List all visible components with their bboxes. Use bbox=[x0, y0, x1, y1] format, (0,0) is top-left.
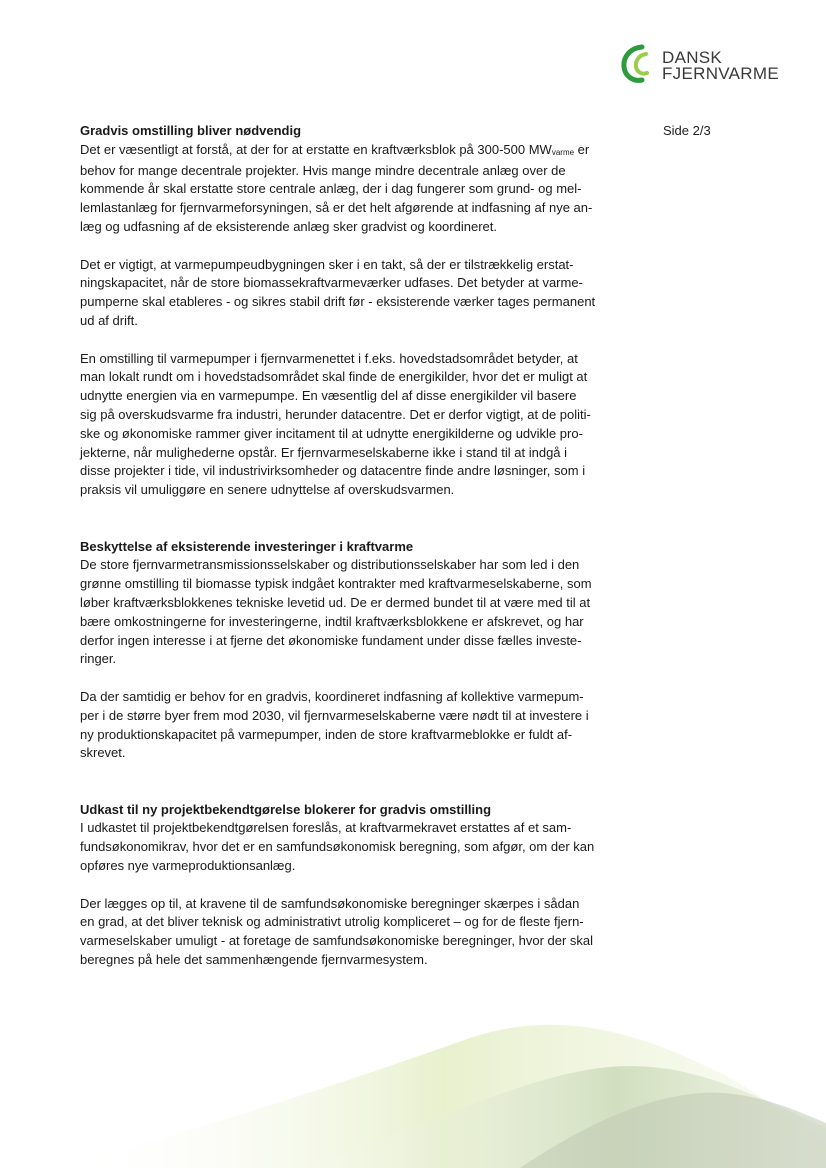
section-heading: Gradvis omstilling bliver nødvendig bbox=[80, 123, 302, 138]
paragraph bbox=[80, 350, 636, 500]
logo-wordmark bbox=[662, 50, 779, 82]
text-line: lemlastanlæg for fjernvarmeforsyningen, så er det helt afgørende at indfasning af nye an- bbox=[80, 200, 593, 216]
logo-mark-icon bbox=[620, 44, 654, 84]
text-line: grønne omstilling til biomasse typisk indgået kontrakter med kraftvarmeselskaberne, som bbox=[80, 576, 592, 592]
text-line: beregnes på hele det sammenhængende fjernvarmesystem. bbox=[80, 952, 428, 968]
text-line: ny produktionskapacitet på varmepumper, inden de store kraftvarmeblokke er fuldt af- bbox=[80, 726, 573, 742]
text-line: ringer. bbox=[80, 651, 117, 667]
text-line: derfor ingen interesse i at fjerne det økonomiske fundament under disse fælles investe- bbox=[80, 632, 582, 648]
logo-line-1: DANSK bbox=[662, 48, 723, 67]
text-line: ske og økonomiske rammer giver incitament til at udnytte energikilderne og udvikle pro- bbox=[80, 425, 583, 441]
decorative-wave-footer bbox=[0, 978, 826, 1168]
subscript: varme bbox=[551, 147, 575, 157]
text-line: man lokalt rundt om i hovedstadsområdet skal finde de energikilder, hvor det er muligt at bbox=[80, 369, 588, 385]
text-line: pumperne skal etableres - og sikres stabil drift før - eksisterende værker tages permanent bbox=[80, 294, 596, 310]
text-line: behov for mange decentrale projekter. Hvis mange mindre decentrale anlæg over de bbox=[80, 162, 566, 178]
text-line: Da der samtidig er behov for en gradvis, koordineret indfasning af kollektive varmepum- bbox=[80, 688, 584, 704]
text-line: jekterne, når mulighederne opstår. Er fjernvarmeselskaberne ikke i stand til at indgå i bbox=[80, 444, 568, 460]
text-line: sig på overskudsvarme fra industri, herunder datacentre. Det er derfor vigtigt, at de politi- bbox=[80, 406, 591, 422]
section-heading: Beskyttelse af eksisterende investeringer i kraftvarme bbox=[80, 538, 414, 554]
text-line: læg og udfasning af de eksisterende anlæg sker gradvist og koordineret. bbox=[80, 218, 497, 234]
text-line: De store fjernvarmetransmissionsselskaber og distributionsselskaber har som led i den bbox=[80, 557, 580, 573]
text-line: per i de større byer frem mod 2030, vil fjernvarmeselskaberne være nødt til at investere i bbox=[80, 707, 589, 723]
text-line: varmeselskaber umuligt - at foretage de samfundsøkonomiske beregninger, hvor der skal bbox=[80, 933, 594, 949]
logo bbox=[620, 44, 800, 88]
paragraph bbox=[80, 256, 636, 331]
text-line: løber kraftværksblokkenes tekniske levetid ud. De er dermed bundet til at være med til at bbox=[80, 594, 591, 610]
text-line: er bbox=[574, 141, 590, 157]
section-heading: Udkast til ny projektbekendtgørelse blokerer for gradvis omstilling bbox=[80, 801, 492, 817]
text-line: bære omkostningerne for investeringerne, indtil kraftværksblokkene er afskrevet, og har bbox=[80, 613, 584, 629]
text-line: En omstilling til varmepumper i fjernvarmenettet i f.eks. hovedstadsområdet betyder, at bbox=[80, 350, 578, 366]
paragraph bbox=[80, 819, 636, 875]
text-line: fundsøkonomikrav, hvor det er en samfundsøkonomisk beregning, som afgør, om der kan bbox=[80, 839, 595, 855]
text-line: kommende år skal erstatte store centrale anlæg, der i dag fungerer som grund- og mel- bbox=[80, 181, 582, 197]
text-line: opføres nye varmeproduktionsanlæg. bbox=[80, 858, 296, 874]
text-line: ud af drift. bbox=[80, 312, 138, 328]
text-line: praksis vil umuliggøre en senere udnyttelse af overskudsvarmen. bbox=[80, 482, 455, 498]
paragraph bbox=[80, 556, 636, 669]
logo-line-2: FJERNVARME bbox=[662, 64, 779, 83]
text-line: skrevet. bbox=[80, 745, 126, 761]
text-line: Det er væsentligt at forstå, at der for at erstatte en kraftværksblok på 300-500 MW bbox=[80, 141, 552, 157]
page-number: Side 2/3 bbox=[663, 123, 711, 138]
text-line: udnytte energien via en varmepumpe. En væsentlig del af disse energikilder vil basere bbox=[80, 388, 577, 404]
text-line: Det er vigtigt, at varmepumpeudbygningen sker i en takt, så der er tilstrækkelig erstat- bbox=[80, 256, 574, 272]
paragraph bbox=[80, 895, 636, 970]
text-line: Der lægges op til, at kravene til de samfundsøkonomiske beregninger skærpes i sådan bbox=[80, 895, 580, 911]
paragraph bbox=[80, 688, 636, 763]
text-line: disse projekter i tide, vil industrivirksomheder og datacentre finde andre løsninger, som i bbox=[80, 463, 586, 479]
text-line: I udkastet til projektbekendtgørelsen foreslås, at kraftvarmekravet erstattes af et sam- bbox=[80, 820, 572, 836]
text-line: en grad, at det bliver teknisk og administrativt utrolig kompliceret – og for de fleste fjern- bbox=[80, 914, 584, 930]
paragraph bbox=[80, 141, 636, 237]
document-body bbox=[80, 122, 636, 970]
text-line: ningskapacitet, når de store biomassekraftvarmeværker udfases. Det betyder at varme- bbox=[80, 275, 583, 291]
